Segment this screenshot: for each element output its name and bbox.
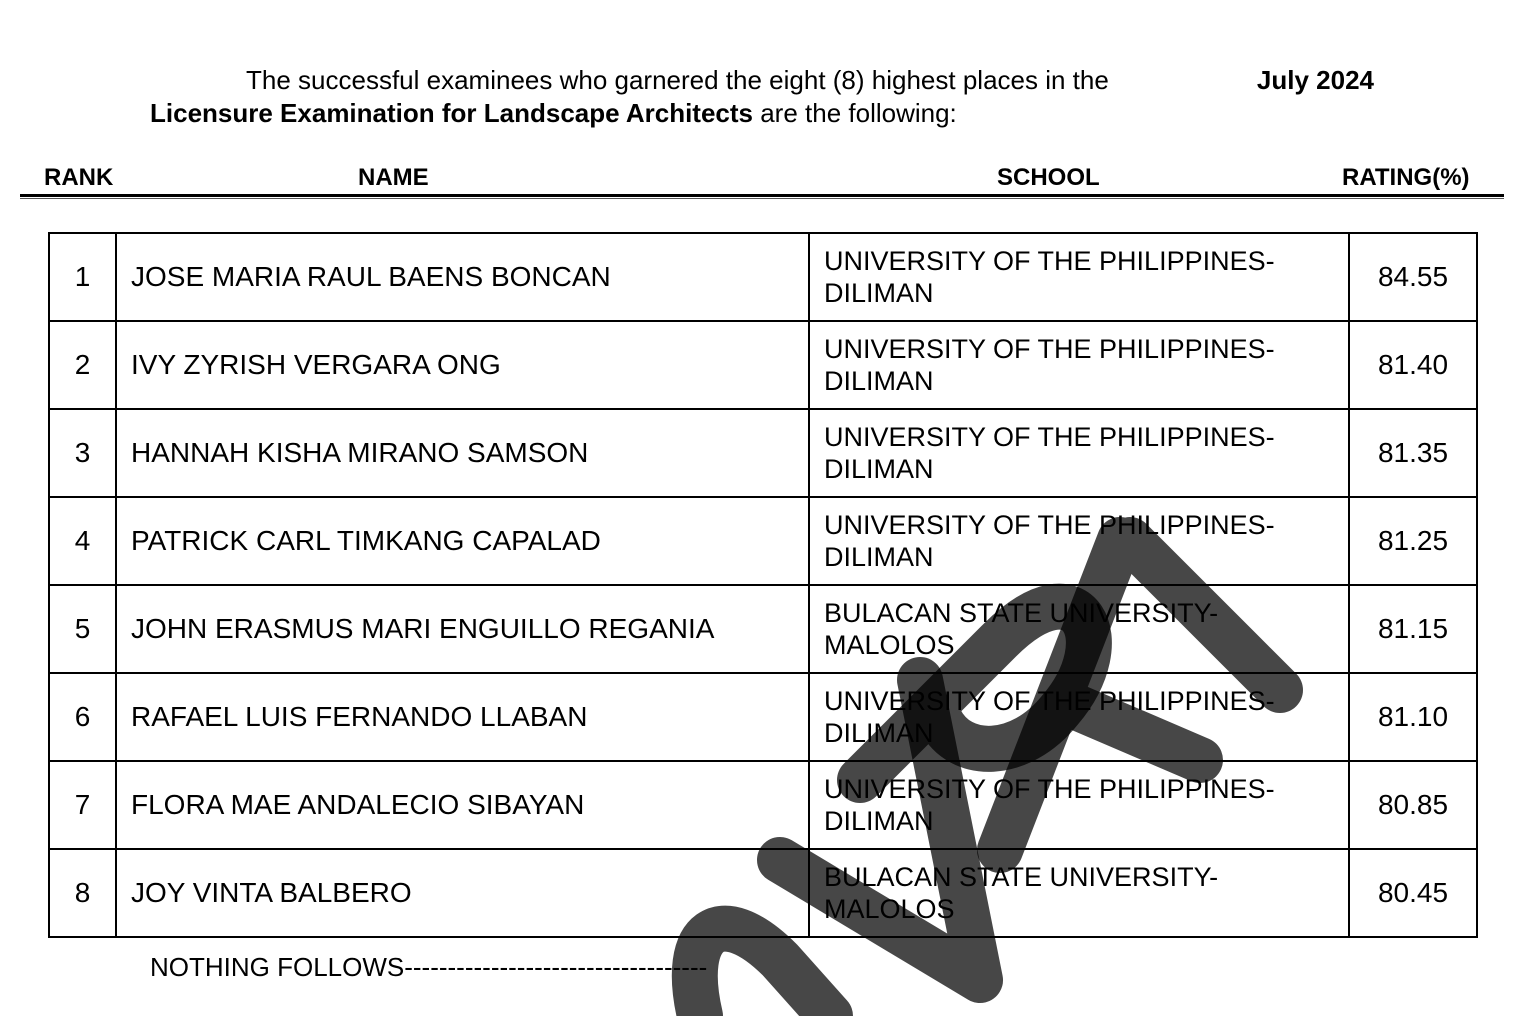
school-line-2: DILIMAN	[824, 542, 934, 572]
intro-line-1	[150, 64, 1374, 97]
table-row	[49, 409, 1477, 497]
table-row	[49, 321, 1477, 409]
name-cell: FLORA MAE ANDALECIO SIBAYAN	[116, 761, 809, 849]
rank-cell: 7	[49, 761, 116, 849]
name-cell: HANNAH KISHA MIRANO SAMSON	[116, 409, 809, 497]
column-header-school: SCHOOL	[997, 164, 1100, 191]
school-cell	[809, 761, 1349, 849]
school-cell	[809, 321, 1349, 409]
school-line-1: UNIVERSITY OF THE PHILIPPINES-	[824, 246, 1275, 276]
school-line-2: MALOLOS	[824, 894, 955, 924]
school-line-2: DILIMAN	[824, 806, 934, 836]
table-row	[49, 849, 1477, 937]
rank-cell: 3	[49, 409, 116, 497]
results-table	[48, 232, 1478, 938]
rank-cell: 1	[49, 233, 116, 321]
rating-cell: 84.55	[1349, 233, 1477, 321]
results-table-body	[49, 233, 1477, 937]
rating-cell: 81.10	[1349, 673, 1477, 761]
column-header-name: NAME	[358, 164, 429, 191]
name-cell: RAFAEL LUIS FERNANDO LLABAN	[116, 673, 809, 761]
school-cell	[809, 585, 1349, 673]
rating-cell: 81.40	[1349, 321, 1477, 409]
rating-cell: 81.25	[1349, 497, 1477, 585]
table-row	[49, 673, 1477, 761]
school-line-1: UNIVERSITY OF THE PHILIPPINES-	[824, 334, 1275, 364]
school-cell	[809, 497, 1349, 585]
watermark-p-stem	[695, 929, 830, 1016]
rating-cell: 81.35	[1349, 409, 1477, 497]
header-rule-thin	[20, 198, 1504, 199]
school-line-2: DILIMAN	[824, 454, 934, 484]
school-line-1: BULACAN STATE UNIVERSITY-	[824, 598, 1219, 628]
school-cell	[809, 673, 1349, 761]
table-row	[49, 761, 1477, 849]
exam-date: July 2024	[1256, 65, 1374, 95]
exam-title: Licensure Examination for Landscape Architects	[150, 98, 753, 128]
school-cell	[809, 409, 1349, 497]
rating-cell: 80.45	[1349, 849, 1477, 937]
school-cell	[809, 233, 1349, 321]
header-rule	[20, 194, 1504, 197]
name-cell: JOY VINTA BALBERO	[116, 849, 809, 937]
table-row	[49, 585, 1477, 673]
school-line-1: BULACAN STATE UNIVERSITY-	[824, 862, 1219, 892]
rating-cell: 81.15	[1349, 585, 1477, 673]
intro-tail: are the following:	[753, 98, 957, 128]
name-cell: JOSE MARIA RAUL BAENS BONCAN	[116, 233, 809, 321]
school-line-2: DILIMAN	[824, 278, 934, 308]
school-line-1: UNIVERSITY OF THE PHILIPPINES-	[824, 774, 1275, 804]
name-cell: PATRICK CARL TIMKANG CAPALAD	[116, 497, 809, 585]
column-header-rank: RANK	[44, 164, 114, 191]
school-line-2: MALOLOS	[824, 630, 955, 660]
school-line-1: UNIVERSITY OF THE PHILIPPINES-	[824, 686, 1275, 716]
rank-cell: 4	[49, 497, 116, 585]
rank-cell: 8	[49, 849, 116, 937]
rank-cell: 5	[49, 585, 116, 673]
name-cell: JOHN ERASMUS MARI ENGUILLO REGANIA	[116, 585, 809, 673]
intro-text: The successful examinees who garnered the eight (8) highest places in the	[246, 65, 1109, 95]
table-row	[49, 497, 1477, 585]
name-cell: IVY ZYRISH VERGARA ONG	[116, 321, 809, 409]
school-cell	[809, 849, 1349, 937]
rank-cell: 2	[49, 321, 116, 409]
column-header-rating: RATING(%)	[1342, 164, 1470, 191]
school-line-1: UNIVERSITY OF THE PHILIPPINES-	[824, 510, 1275, 540]
table-row	[49, 233, 1477, 321]
school-line-2: DILIMAN	[824, 718, 934, 748]
nothing-follows-note: NOTHING FOLLOWS-----------------------------------	[150, 952, 708, 982]
rank-cell: 6	[49, 673, 116, 761]
rating-cell: 80.85	[1349, 761, 1477, 849]
school-line-1: UNIVERSITY OF THE PHILIPPINES-	[824, 422, 1275, 452]
school-line-2: DILIMAN	[824, 366, 934, 396]
intro-line-2	[150, 97, 1380, 130]
intro-paragraph	[150, 64, 1380, 130]
